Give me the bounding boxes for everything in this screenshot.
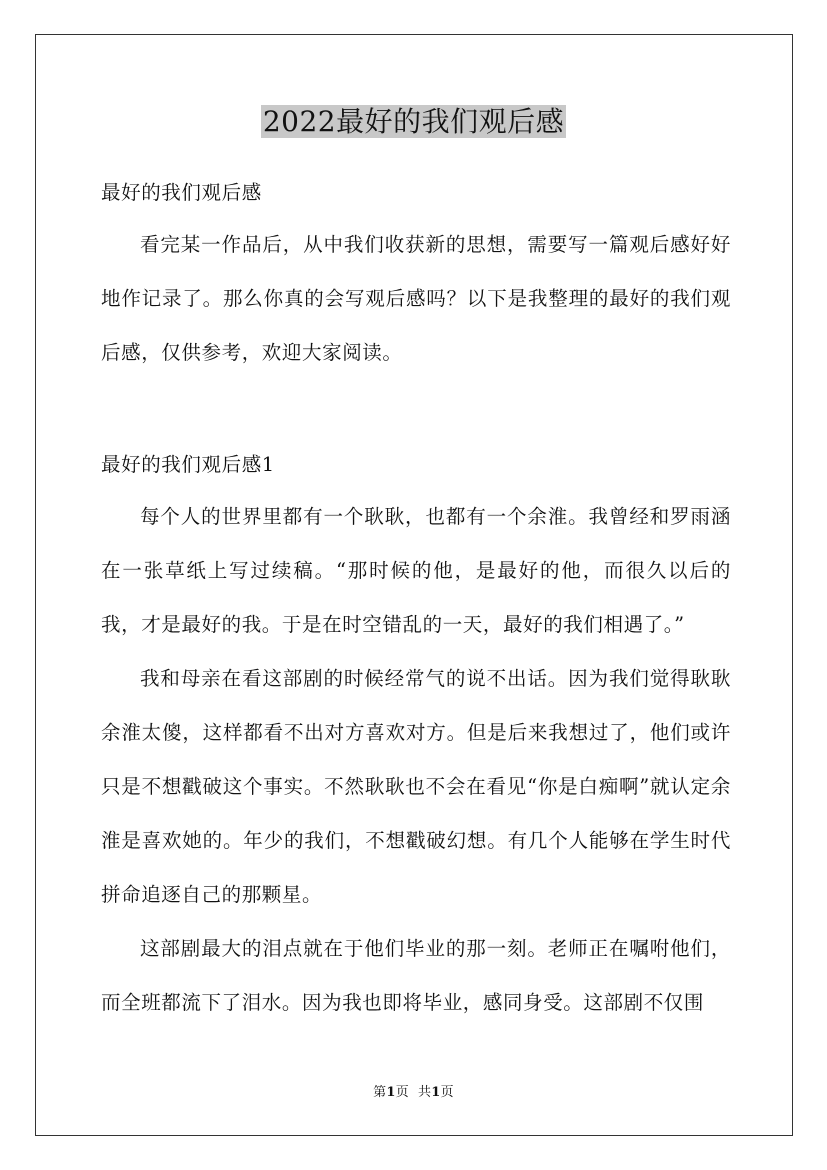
footer-page-prefix: 第 xyxy=(373,1085,387,1100)
footer-page-suffix: 页 xyxy=(395,1085,410,1100)
footer-total-suffix: 页 xyxy=(440,1085,454,1100)
body-paragraph: 每个人的世界里都有一个耿耿，也都有一个余淮。我曾经和罗雨涵在一张草纸上写过续稿。“那时候的他，是最好的他，而很久以后的我，才是最好的我。于是在时空错乱的一天，最好的我们相遇了。” xyxy=(101,505,731,636)
intro-block xyxy=(101,218,731,380)
intro-paragraph: 看完某一作品后，从中我们收获新的思想，需要写一篇观后感好好地作记录了。那么你真的会写观后感吗？以下是我整理的最好的我们观后感，仅供参考，欢迎大家阅读。 xyxy=(101,233,731,364)
footer-page-number: 1 xyxy=(386,1085,396,1100)
document-subtitle: 最好的我们观后感 xyxy=(101,181,262,204)
footer-total-prefix: 共 xyxy=(417,1085,432,1100)
page-footer xyxy=(0,1084,827,1102)
body-paragraph: 我和母亲在看这部剧的时候经常气的说不出话。因为我们觉得耿耿余淮太傻，这样都看不出对方喜欢对方。但是后来我想过了，他们或许只是不想戳破这个事实。不然耿耿也不会在看见“你是白痴啊”就认定余淮是喜欢她的。年少的我们，不想戳破幻想。有几个人能够在学生时代拼命追逐自己的那颗星。 xyxy=(101,667,731,906)
body-block xyxy=(101,490,731,1030)
footer-total-number: 1 xyxy=(431,1085,441,1100)
section-heading: 最好的我们观后感1 xyxy=(101,453,275,476)
document-title xyxy=(0,101,827,143)
body-paragraph: 这部剧最大的泪点就在于他们毕业的那一刻。老师正在嘱咐他们，而全班都流下了泪水。因为我也即将毕业，感同身受。这部剧不仅围 xyxy=(101,937,731,1014)
document-title-text: 2022最好的我们观后感 xyxy=(262,105,565,138)
